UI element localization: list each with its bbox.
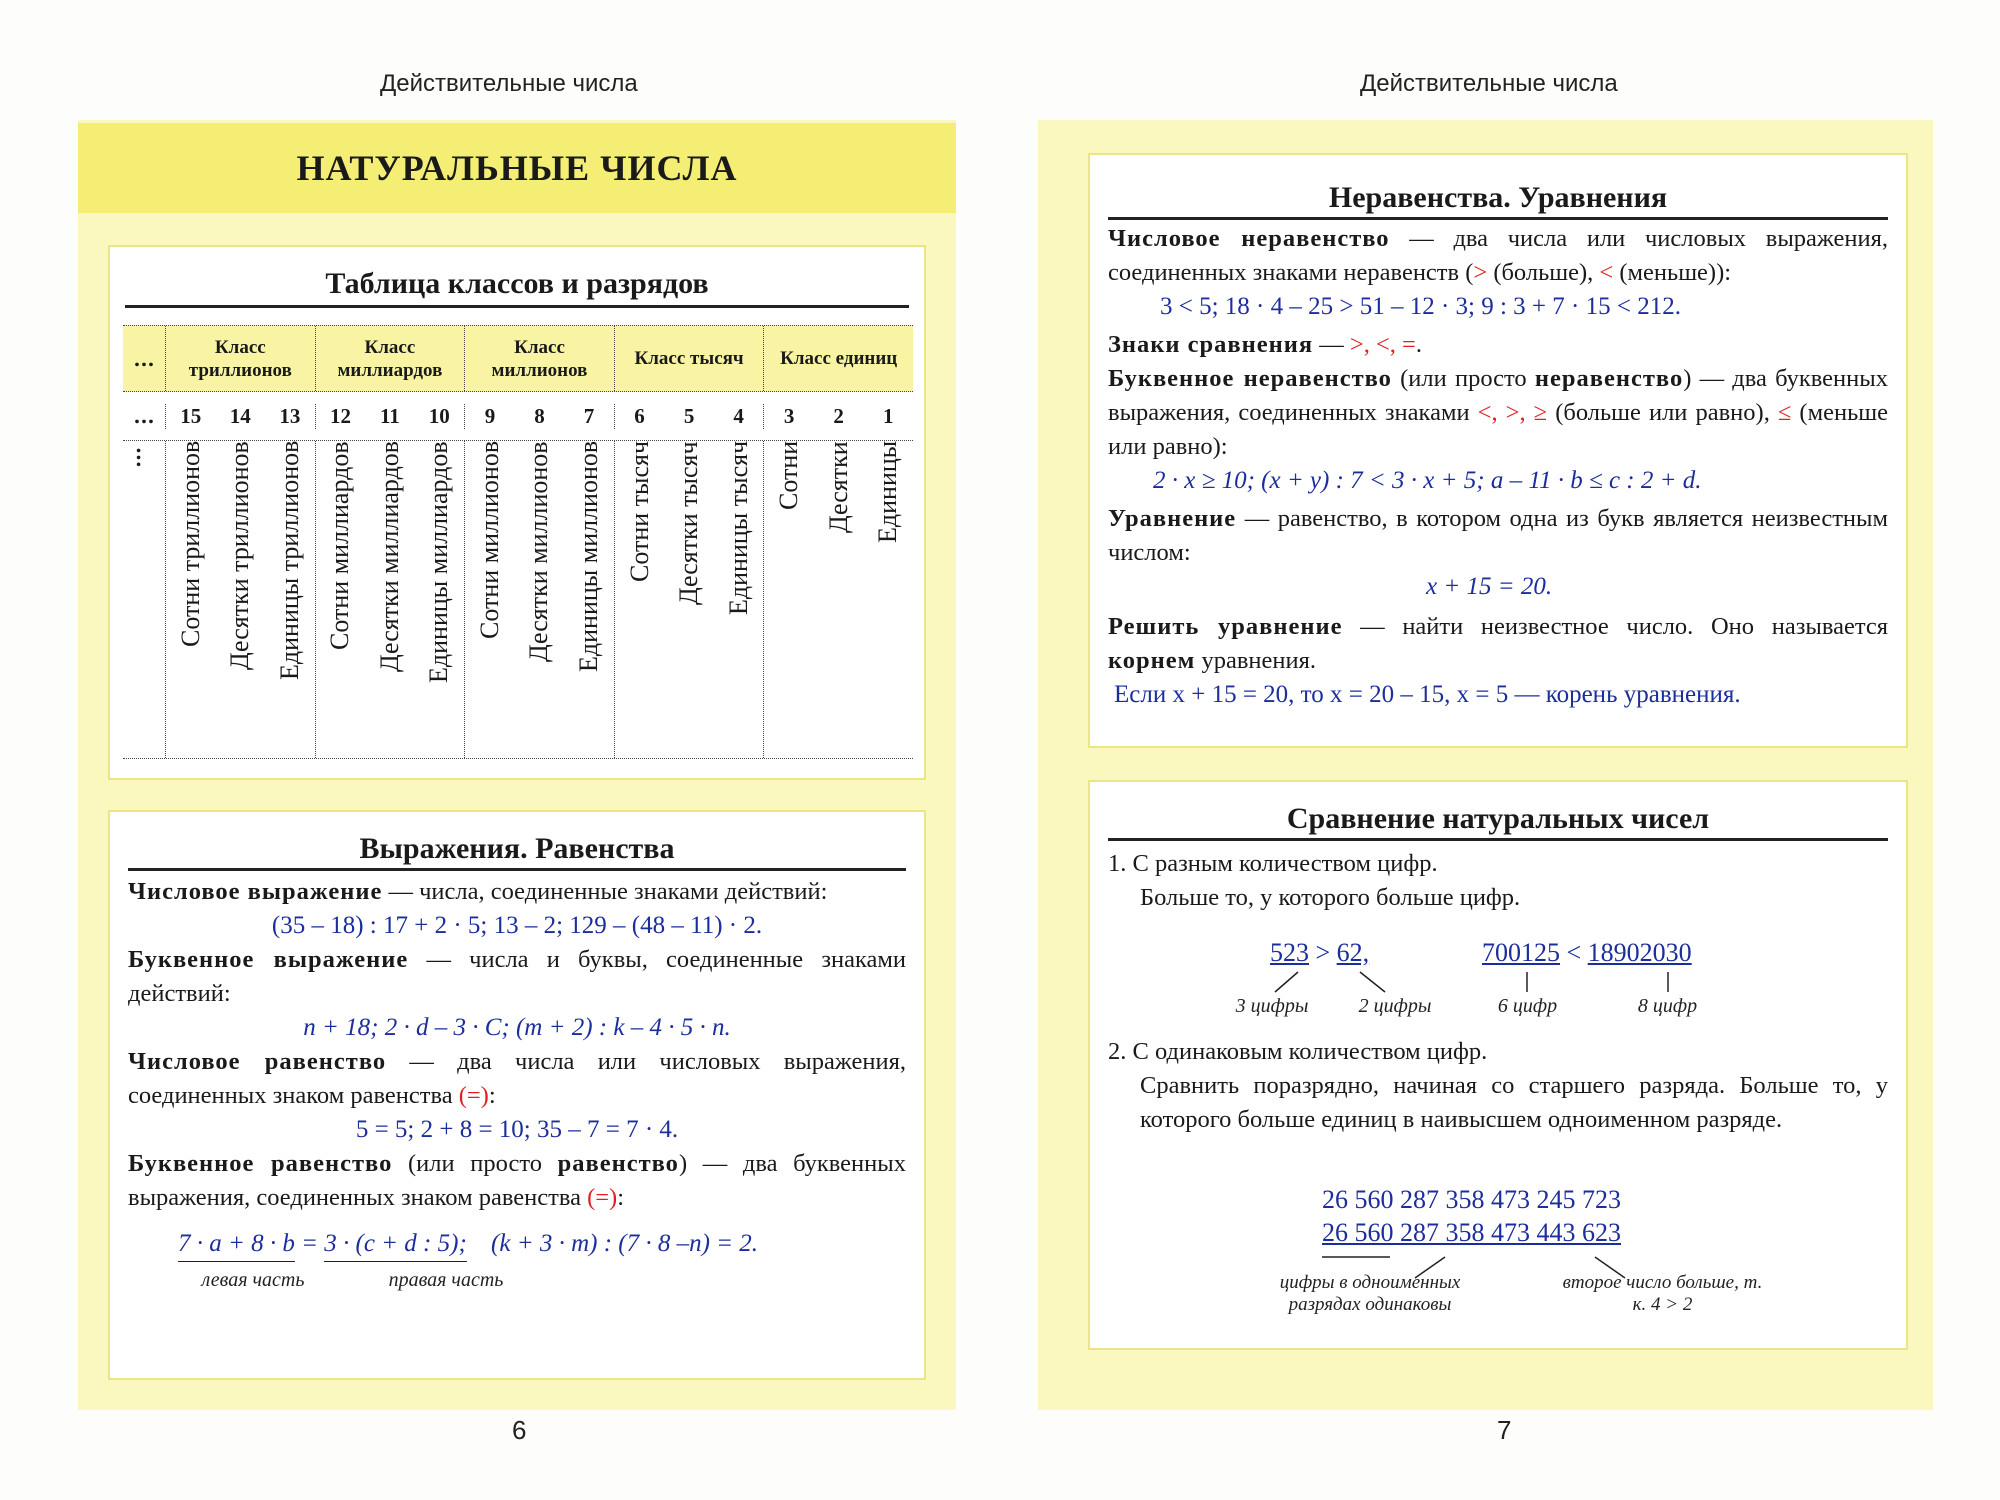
ellipsis-cell: ... [133, 404, 155, 428]
digit-number: 11 [379, 403, 400, 428]
digit-name: Десятки триллионов [225, 441, 255, 670]
digit-name: Сотни [774, 441, 804, 511]
digit-name: Десятки миллиардов [374, 441, 404, 673]
term: Буквенное выражение [128, 946, 409, 973]
numeric-inequality-definition: Числовое неравенство — два числа или числовых выражения, соединенных знаками неравенств (> (больше), < (меньше)): [1108, 225, 1888, 286]
digit-number: 4 [733, 403, 744, 428]
rule-1-text: Больше то, у которого больше цифр. [1140, 884, 1521, 911]
example-700125-lt-18902030: 700125 < 18902030 [1482, 938, 1692, 967]
digit-name: Единицы миллиардов [424, 441, 454, 683]
term: Уравнение [1108, 505, 1237, 532]
numeric-equality-definition: Числовое равенство — два числа или числовых выражения, соединенных знаком равенства (=): [128, 1048, 906, 1109]
digit-name: Единицы миллионов [574, 441, 604, 673]
left-side: 7 · a + 8 · b [178, 1227, 295, 1262]
digit-number: 5 [683, 403, 695, 428]
class-label: Класс триллионов [165, 326, 315, 391]
digit-number: 1 [882, 403, 894, 428]
numeric-inequality-example: 3 < 5; 18 · 4 – 25 > 51 – 12 · 3; 9 : 3 + 7 · 15 < 212. [1160, 293, 1681, 320]
term: Решить уравнение [1108, 613, 1343, 640]
digit-number: 3 [783, 403, 795, 428]
label-6-digits: 6 цифр [1497, 995, 1558, 1017]
digit-name: Сотни миллионов [474, 441, 504, 640]
label-same-digits: цифры в одноименных разрядах одинаковы [1279, 1272, 1461, 1315]
right-side: 3 · (c + d : 5); [324, 1227, 467, 1262]
term: Буквенное неравенство [1108, 365, 1392, 392]
digit-name: Единицы [873, 441, 903, 544]
digit-name: Единицы тысяч [723, 441, 753, 616]
digit-number: 12 [330, 403, 352, 428]
ellipsis-cell: ... [132, 447, 156, 468]
right-page-number: 7 [1497, 1415, 1512, 1445]
example-523-gt-62: 523 > 62, [1270, 938, 1370, 967]
equation-example: x + 15 = 20. [1426, 573, 1553, 600]
solve-equation-example: Если x + 15 = 20, то x = 20 – 15, x = 5 — корень уравнения. [1114, 681, 1741, 708]
digit-name: Десятки миллионов [524, 441, 554, 662]
left-running-head: Действительные числа [380, 70, 638, 97]
digit-number: 9 [484, 403, 496, 428]
digit-number: 15 [180, 403, 202, 428]
right-running-head: Действительные числа [1360, 70, 1618, 97]
digit-number: 14 [229, 403, 251, 428]
digit-number: 7 [583, 403, 595, 428]
solve-equation-definition: Решить уравнение — найти неизвестное число. Оно называется корнем уравнения. [1108, 613, 1888, 674]
classes-table-title: Таблица классов и разрядов [125, 267, 909, 308]
expressions-title: Выражения. Равенства [128, 832, 906, 871]
letter-inequality-example: 2 · x ≥ 10; (x + y) : 7 < 3 · x + 5; a – 11 · b ≤ c : 2 + d. [1153, 467, 1702, 494]
numeric-expression-example: (35 – 18) : 17 + 2 · 5; 13 – 2; 129 – (48 – 11) · 2. [271, 912, 763, 939]
term: Буквенное равенство [128, 1150, 393, 1177]
digit-name: Сотни миллиардов [325, 441, 355, 650]
right-part-label: правая часть [388, 1269, 504, 1291]
left-part-label: левая часть [201, 1269, 305, 1291]
term: Числовое выражение [128, 878, 383, 905]
digit-number: 6 [634, 403, 645, 428]
numeric-equality-example: 5 = 5; 2 + 8 = 10; 35 – 7 = 7 · 4. [355, 1116, 679, 1143]
rule-2-heading: 2. С одинаковым количеством цифр. [1108, 1038, 1488, 1065]
left-page-number: 6 [512, 1415, 527, 1445]
term: Числовое неравенство [1108, 225, 1390, 252]
digit-name: Сотни тысяч [624, 441, 654, 583]
digit-number: 10 [428, 403, 450, 428]
label-second-bigger: второе число больше, т. к. 4 > 2 [1562, 1272, 1763, 1315]
rule-2-text: Сравнить поразрядно, начиная со старшего разряда. Больше то, у которого больше единиц в наивысшем одноименном разряде. [1140, 1072, 1888, 1133]
number-first: 26 560 287 358 473 245 723 [1322, 1185, 1621, 1214]
equation-definition: Уравнение — равенство, в котором одна из букв является неизвестным числом: [1108, 505, 1888, 566]
class-label: Класс миллиардов [315, 326, 465, 391]
letter-equality-example: 7 · a + 8 · b = 3 · (c + d : 5); (k + 3 · m) : (7 · 8 –n) = 2. левая часть правая часть [128, 1227, 906, 1262]
class-label: Класс единиц [763, 326, 913, 391]
class-label: Класс миллионов [464, 326, 614, 391]
rule-1-heading: 1. С разным количеством цифр. [1108, 850, 1438, 877]
digit-number: 2 [833, 403, 844, 428]
term: Числовое равенство [128, 1048, 387, 1075]
letter-equality-definition: Буквенное равенство (или просто равенство) — два буквенных выражения, соединенных знаком равенства (=): [128, 1150, 906, 1211]
letter-inequality-definition: Буквенное неравенство (или просто неравенство) — два буквенных выражения, соединенных знаками <, >, ≥ (больше или равно), ≤ (меньше или равно): [1108, 365, 1888, 460]
label-3-digits: 3 цифры [1235, 995, 1309, 1017]
label-2-digits: 2 цифры [1358, 995, 1432, 1017]
digit-number: 8 [534, 403, 545, 428]
digit-name: Десятки [823, 441, 853, 533]
digit-name: Единицы триллионов [274, 441, 304, 681]
class-label: Класс тысяч [614, 326, 764, 391]
digit-number: 13 [279, 403, 301, 428]
number-second: 26 560 287 358 473 443 623 [1322, 1218, 1621, 1247]
comparison-title: Сравнение натуральных чисел [1108, 802, 1888, 841]
ellipsis-cell: ... [133, 346, 155, 371]
numeric-expression-definition: Числовое выражение — числа, соединенные знаками действий: [128, 878, 828, 905]
digit-name: Десятки тысяч [674, 441, 704, 605]
letter-expression-example: n + 18; 2 · d – 3 · C; (m + 2) : k – 4 · 5 · n. [303, 1014, 731, 1041]
inequalities-title: Неравенства. Уравнения [1108, 181, 1888, 220]
digit-name: Сотни триллионов [175, 441, 205, 648]
comparison-signs: Знаки сравнения — >, <, =. [1108, 331, 1422, 358]
label-8-digits: 8 цифр [1637, 995, 1698, 1017]
chapter-title: НАТУРАЛЬНЫЕ ЧИСЛА [78, 123, 956, 213]
term: Знаки сравнения [1108, 331, 1314, 358]
letter-expression-definition: Буквенное выражение — числа и буквы, соединенные знаками действий: [128, 946, 907, 1007]
